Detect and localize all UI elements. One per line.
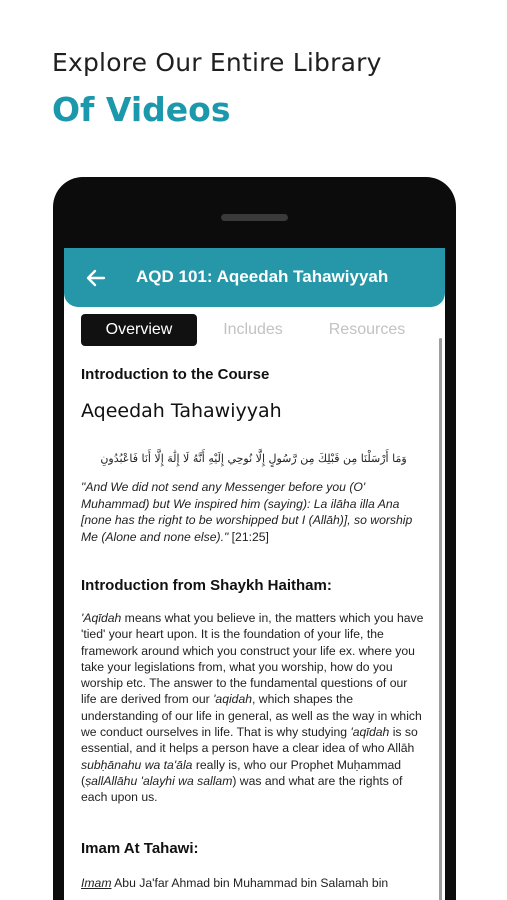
overview-content — [81, 366, 426, 891]
promo-headline: Explore Our Entire Library — [52, 48, 382, 77]
intro-paragraph: 'Aqīdah means what you believe in, the matters which you have 'tied' your heart upon. It is the foundation of your life, the framework around which you construct your life ex. where you take your legislations from, what you worship, how do you worship etc. The answer to the fundamental questions of our life are derived from our 'aqidah, which shapes the understanding of our life in general, as well as the way in which we conduct ourselves in life. That is why studying 'aqīdah is so essential, and it helps a person have a clear idea of who Allāh subḥānahu wa ta'āla really is, who our Prophet Muḥammad (ṣallAllāhu 'alayhi wa sallam) was and what are the rights of each upon us. — [81, 611, 424, 805]
arabic-verse: وَمَا أَرْسَلْنَا مِن قَبْلِكَ مِن رَّسُولٍ إِلَّا نُوحِي إِلَيْهِ أَنَّهُ لَا إِلَٰهَ إِلَّا أَنَا فَاعْبُدُونِ — [100, 452, 407, 465]
course-name: Aqeedah Tahawiyyah — [81, 400, 282, 422]
course-title-header: AQD 101: Aqeedah Tahawiyyah — [136, 267, 389, 286]
section-title: Introduction to the Course — [81, 366, 270, 383]
arrow-left-icon[interactable] — [84, 266, 108, 290]
imam-heading: Imam At Tahawi: — [81, 839, 199, 857]
intro-heading: Introduction from Shaykh Haitham: — [81, 577, 332, 594]
phone-screen — [64, 248, 445, 900]
imam-paragraph: Imam Abu Ja'far Ahmad bin Muhammad bin Salamah bin — [81, 875, 389, 890]
tab-overview[interactable]: Overview — [81, 314, 197, 346]
phone-speaker — [221, 214, 288, 221]
verse-translation: "And We did not send any Messenger before you (O' Muhammad) but We inspired him (saying): La ilāha illa Ana [none has the right to be worshipped but I (Allāh)], so worship Me (Alone and none else)." [21:25] — [81, 480, 413, 544]
promo-headline-accent: Of Videos — [52, 90, 231, 129]
app-bar — [64, 248, 445, 307]
scrollbar[interactable] — [439, 338, 442, 900]
tab-bar — [81, 314, 431, 346]
tab-resources[interactable]: Resources — [328, 321, 406, 338]
tab-includes[interactable]: Includes — [223, 321, 283, 338]
verse-reference: [21:25] — [231, 529, 269, 544]
